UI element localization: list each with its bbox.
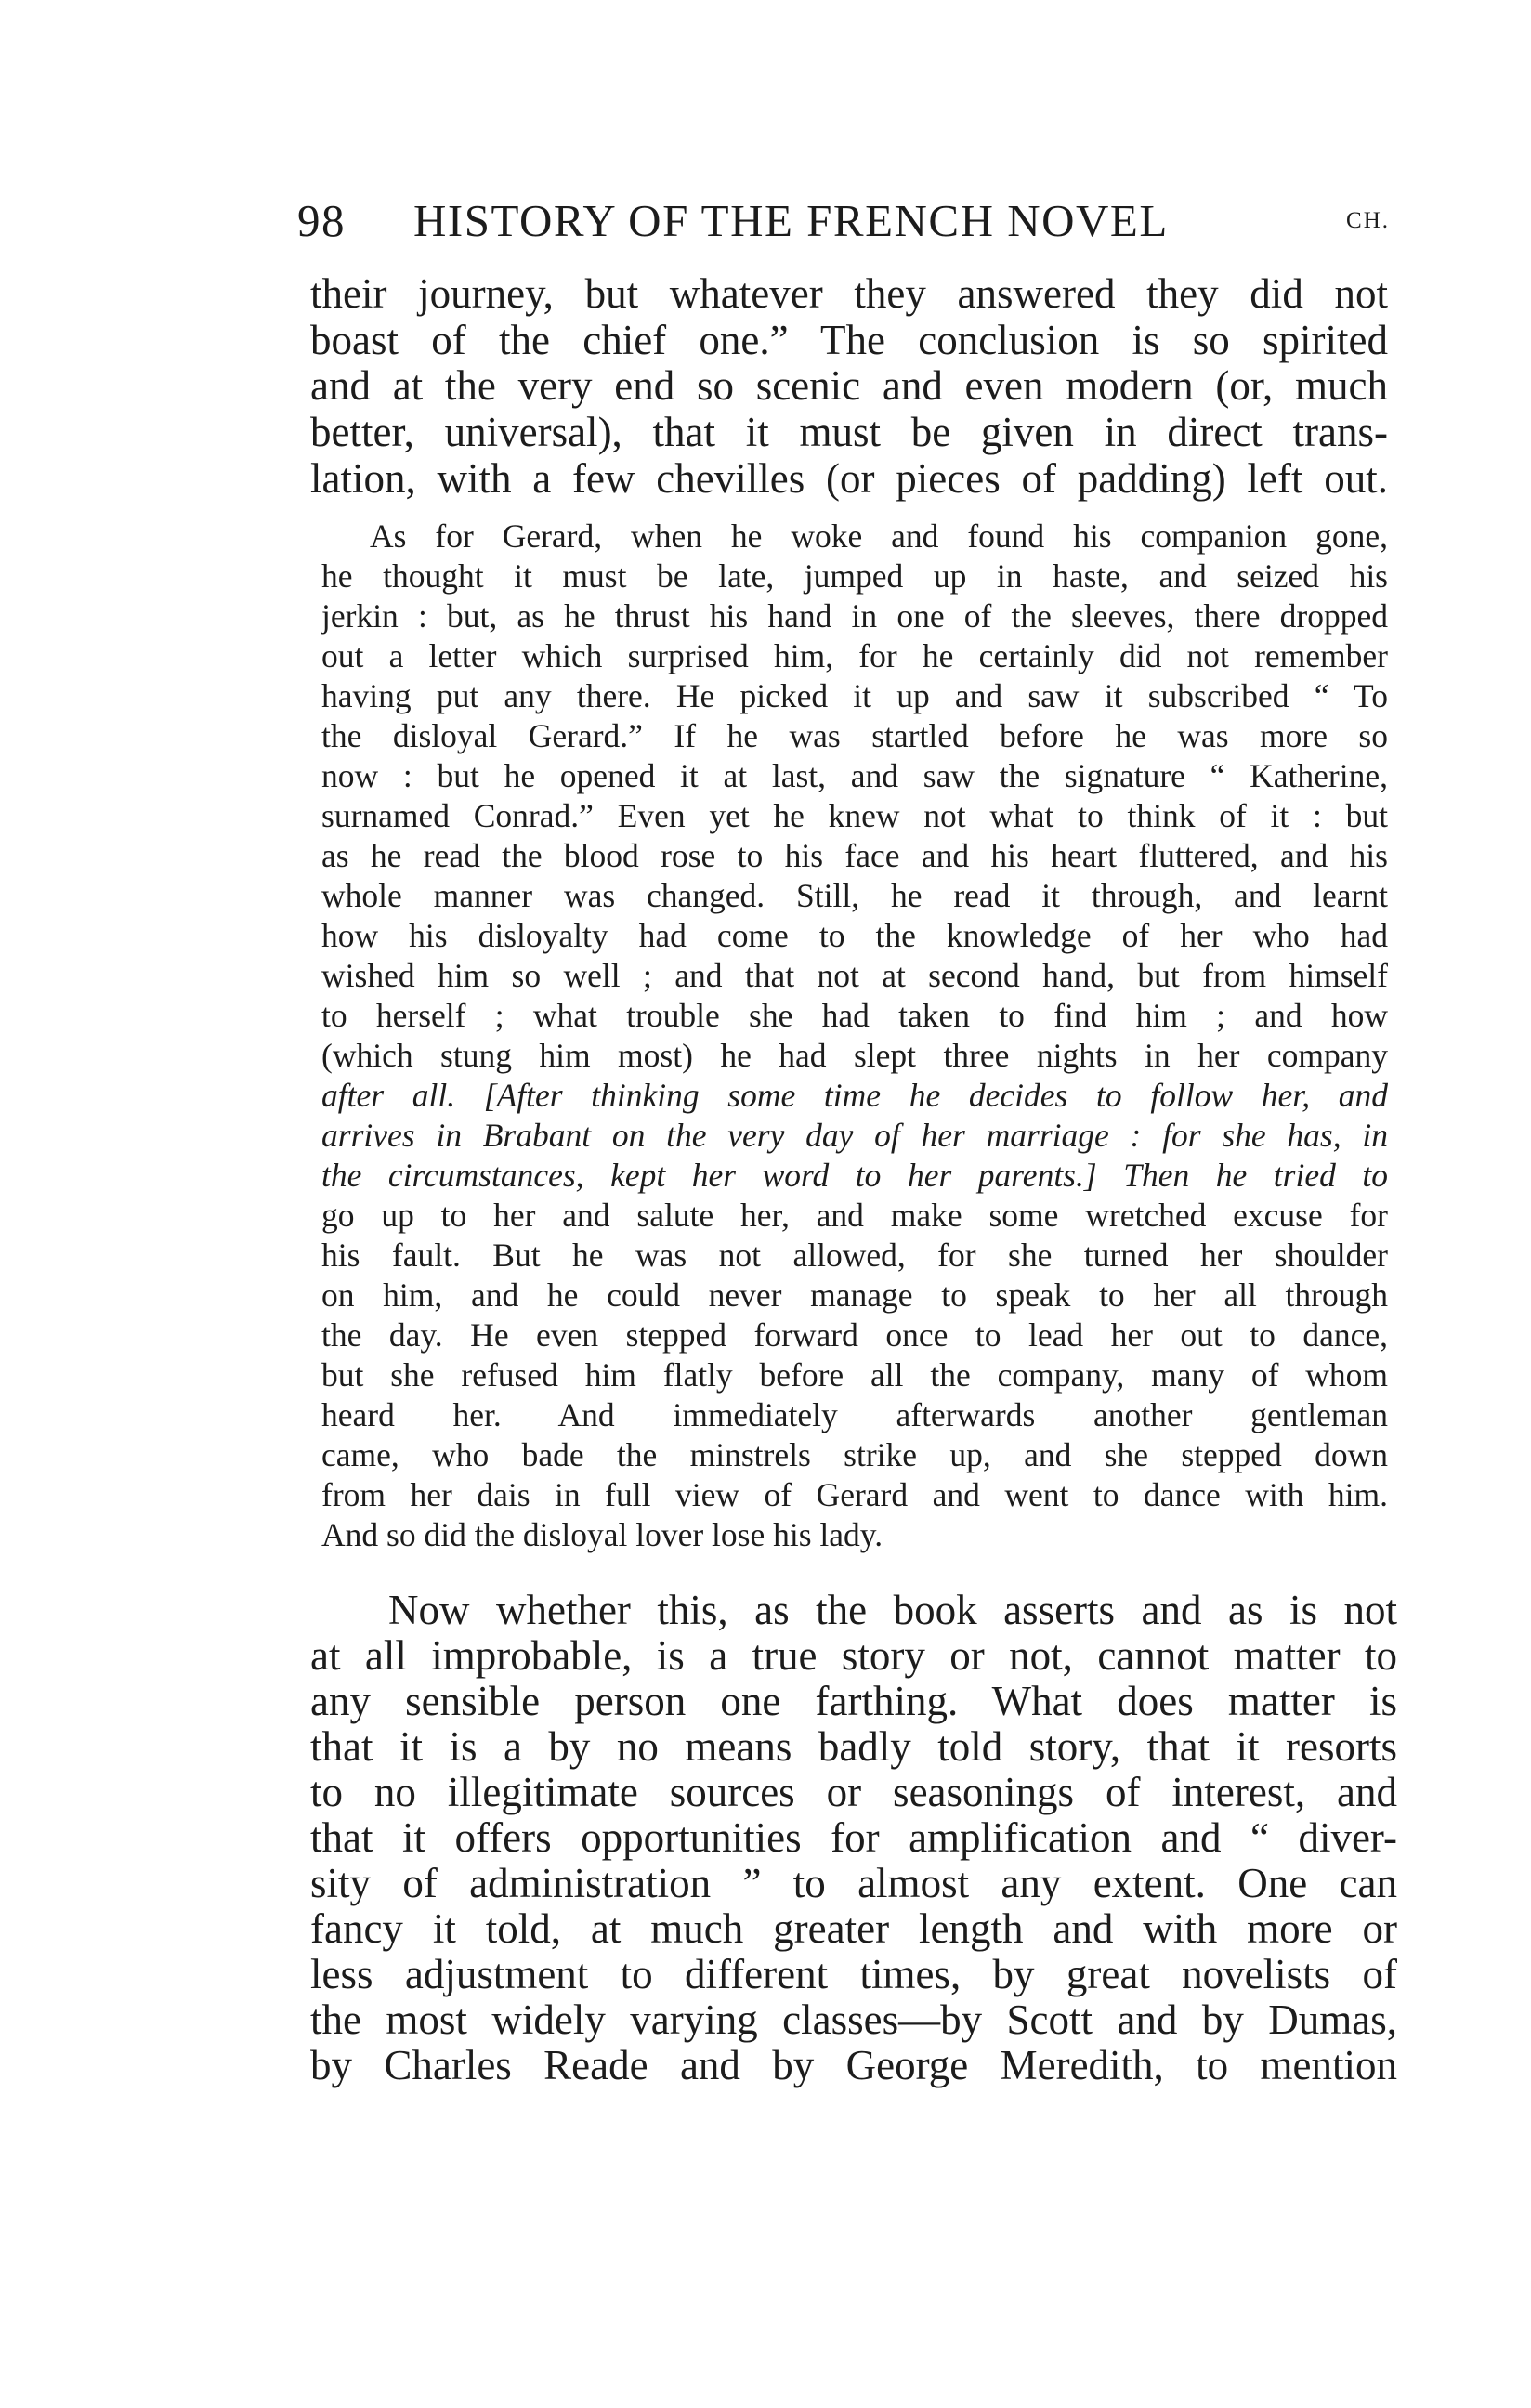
text-line: any sensible person one farthing. What does matter is	[310, 1678, 1397, 1724]
quote-line: the day. He even stepped forward once to lead her out to dance,	[321, 1316, 1388, 1354]
quote-line: how his disloyalty had come to the knowledge of her who had	[321, 917, 1388, 954]
quote-line: his fault. But he was not allowed, for she turned her shoulder	[321, 1237, 1388, 1274]
running-header	[297, 191, 1390, 251]
quote-line: on him, and he could never manage to speak to her all through	[321, 1276, 1388, 1314]
text-line: to no illegitimate sources or seasonings of interest, and	[310, 1769, 1397, 1815]
text-line: that it offers opportunities for amplification and “ diver-	[310, 1814, 1397, 1861]
quote-line: the circumstances, kept her word to her parents.] Then he tried to	[321, 1157, 1388, 1194]
page-number: 98	[297, 195, 346, 246]
quote-line: came, who bade the minstrels strike up, and she stepped down	[321, 1436, 1388, 1473]
quote-line: he thought it must be late, jumped up in haste, and seized his	[321, 557, 1388, 595]
quote-line: wished him so well ; and that not at second hand, but from himself	[321, 957, 1388, 994]
text-line: less adjustment to different times, by great novelists of	[310, 1951, 1397, 1997]
quote-line: out a letter which surprised him, for he certainly did not remember	[321, 637, 1388, 674]
quote-line: (which stung him most) he had slept three nights in her company	[321, 1037, 1388, 1074]
text-line: Now whether this, as the book asserts and as is not	[388, 1587, 1397, 1633]
text-line: that it is a by no means badly told story, that it resorts	[310, 1723, 1397, 1770]
quote-line: And so did the disloyal lover lose his lady.	[321, 1516, 883, 1553]
quote-line: whole manner was changed. Still, he read it through, and learnt	[321, 877, 1388, 914]
text-line: fancy it told, at much greater length and with more or	[310, 1905, 1397, 1952]
quote-line: to herself ; what trouble she had taken to find him ; and how	[321, 997, 1388, 1034]
text-line: and at the very end so scenic and even modern (or, much	[310, 362, 1388, 409]
text-line: by Charles Reade and by George Meredith, to mention	[310, 2042, 1397, 2088]
quote-line: As for Gerard, when he woke and found his companion gone,	[370, 517, 1388, 555]
text-line: at all improbable, is a true story or not, cannot matter to	[310, 1632, 1397, 1679]
quote-line: but she refused him flatly before all the company, many of whom	[321, 1356, 1388, 1394]
text-line: boast of the chief one.” The conclusion is so spirited	[310, 317, 1388, 363]
quote-line: the disloyal Gerard.” If he was startled before he was more so	[321, 717, 1388, 754]
text-line: their journey, but whatever they answered they did not	[310, 270, 1388, 317]
quote-line: after all. [After thinking some time he decides to follow her, and	[321, 1077, 1388, 1114]
quote-line: arrives in Brabant on the very day of her marriage : for she has, in	[321, 1117, 1388, 1154]
text-line: better, universal), that it must be given in direct trans-	[310, 409, 1388, 455]
quote-line: jerkin : but, as he thrust his hand in one of the sleeves, there dropped	[321, 597, 1388, 635]
running-title: HISTORY OF THE FRENCH NOVEL	[413, 195, 1169, 246]
quote-line: surnamed Conrad.” Even yet he knew not what to think of it : but	[321, 797, 1388, 834]
quote-line: as he read the blood rose to his face and his heart fluttered, and his	[321, 837, 1388, 874]
text-line: lation, with a few chevilles (or pieces of padding) left out.	[310, 455, 1388, 502]
quote-line: having put any there. He picked it up and saw it subscribed “ To	[321, 677, 1388, 714]
quote-line: now : but he opened it at last, and saw the signature “ Katherine,	[321, 757, 1388, 794]
text-line: the most widely varying classes—by Scott and by Dumas,	[310, 1996, 1397, 2043]
quote-line: heard her. And immediately afterwards another gentleman	[321, 1396, 1388, 1433]
chapter-mark: CH.	[1346, 208, 1390, 233]
quote-line: from her dais in full view of Gerard and went to dance with him.	[321, 1476, 1388, 1513]
text-line: sity of administration ” to almost any extent. One can	[310, 1860, 1397, 1906]
quote-line: go up to her and salute her, and make some wretched excuse for	[321, 1197, 1388, 1234]
